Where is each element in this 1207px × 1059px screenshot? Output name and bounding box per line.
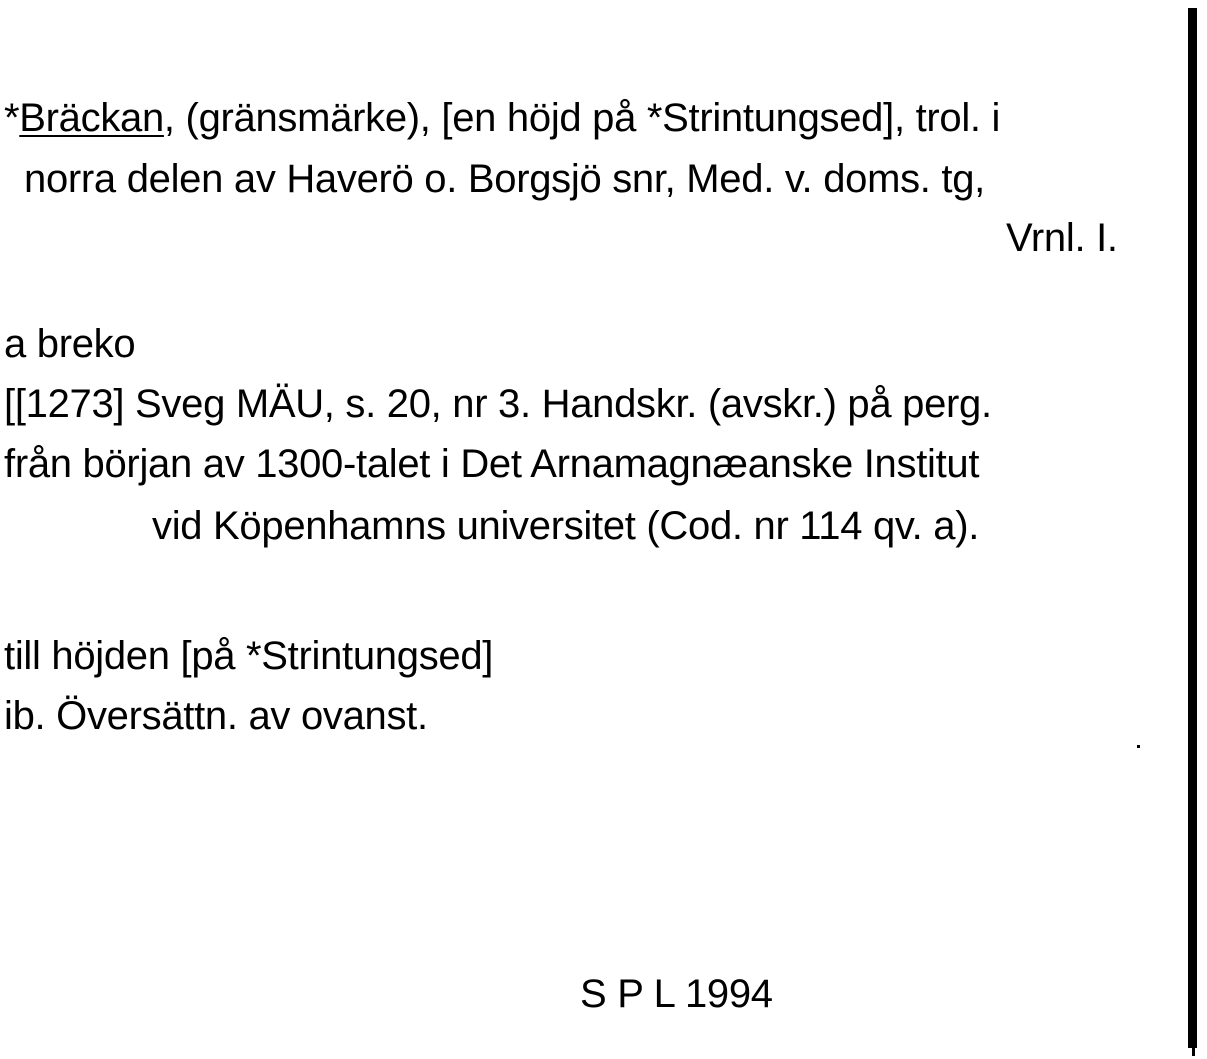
headword-prefix: * — [4, 96, 20, 140]
context-line-2: ib. Översättn. av ovanst. — [4, 694, 428, 738]
source-line-2: från början av 1300-talet i Det Arnamagnæanske Institut — [4, 442, 980, 486]
source-line-3: vid Köpenhamns universitet (Cod. nr 114 qv. a). — [152, 504, 980, 548]
entry-location-line: norra delen av Haverö o. Borgsjö snr, Med. v. doms. tg, — [24, 157, 986, 201]
attested-form: a breko — [4, 322, 136, 366]
entry-source-abbrev: Vrnl. I. — [1006, 216, 1118, 260]
entry-headline — [4, 94, 1000, 142]
scan-speck — [1137, 745, 1140, 748]
card-border-tail — [1192, 1040, 1195, 1056]
source-line-1: [[1273] Sveg MÄU, s. 20, nr 3. Handskr. (avskr.) på perg. — [4, 382, 992, 426]
headword: Bräckan — [19, 96, 164, 140]
headword-rest: , (gränsmärke), [en höjd på *Strintungsed], trol. i — [163, 96, 1001, 140]
card-right-border — [1188, 8, 1197, 1048]
context-line-1: till höjden [på *Strintungsed] — [4, 634, 494, 678]
footer-signature: S P L 1994 — [580, 972, 773, 1016]
